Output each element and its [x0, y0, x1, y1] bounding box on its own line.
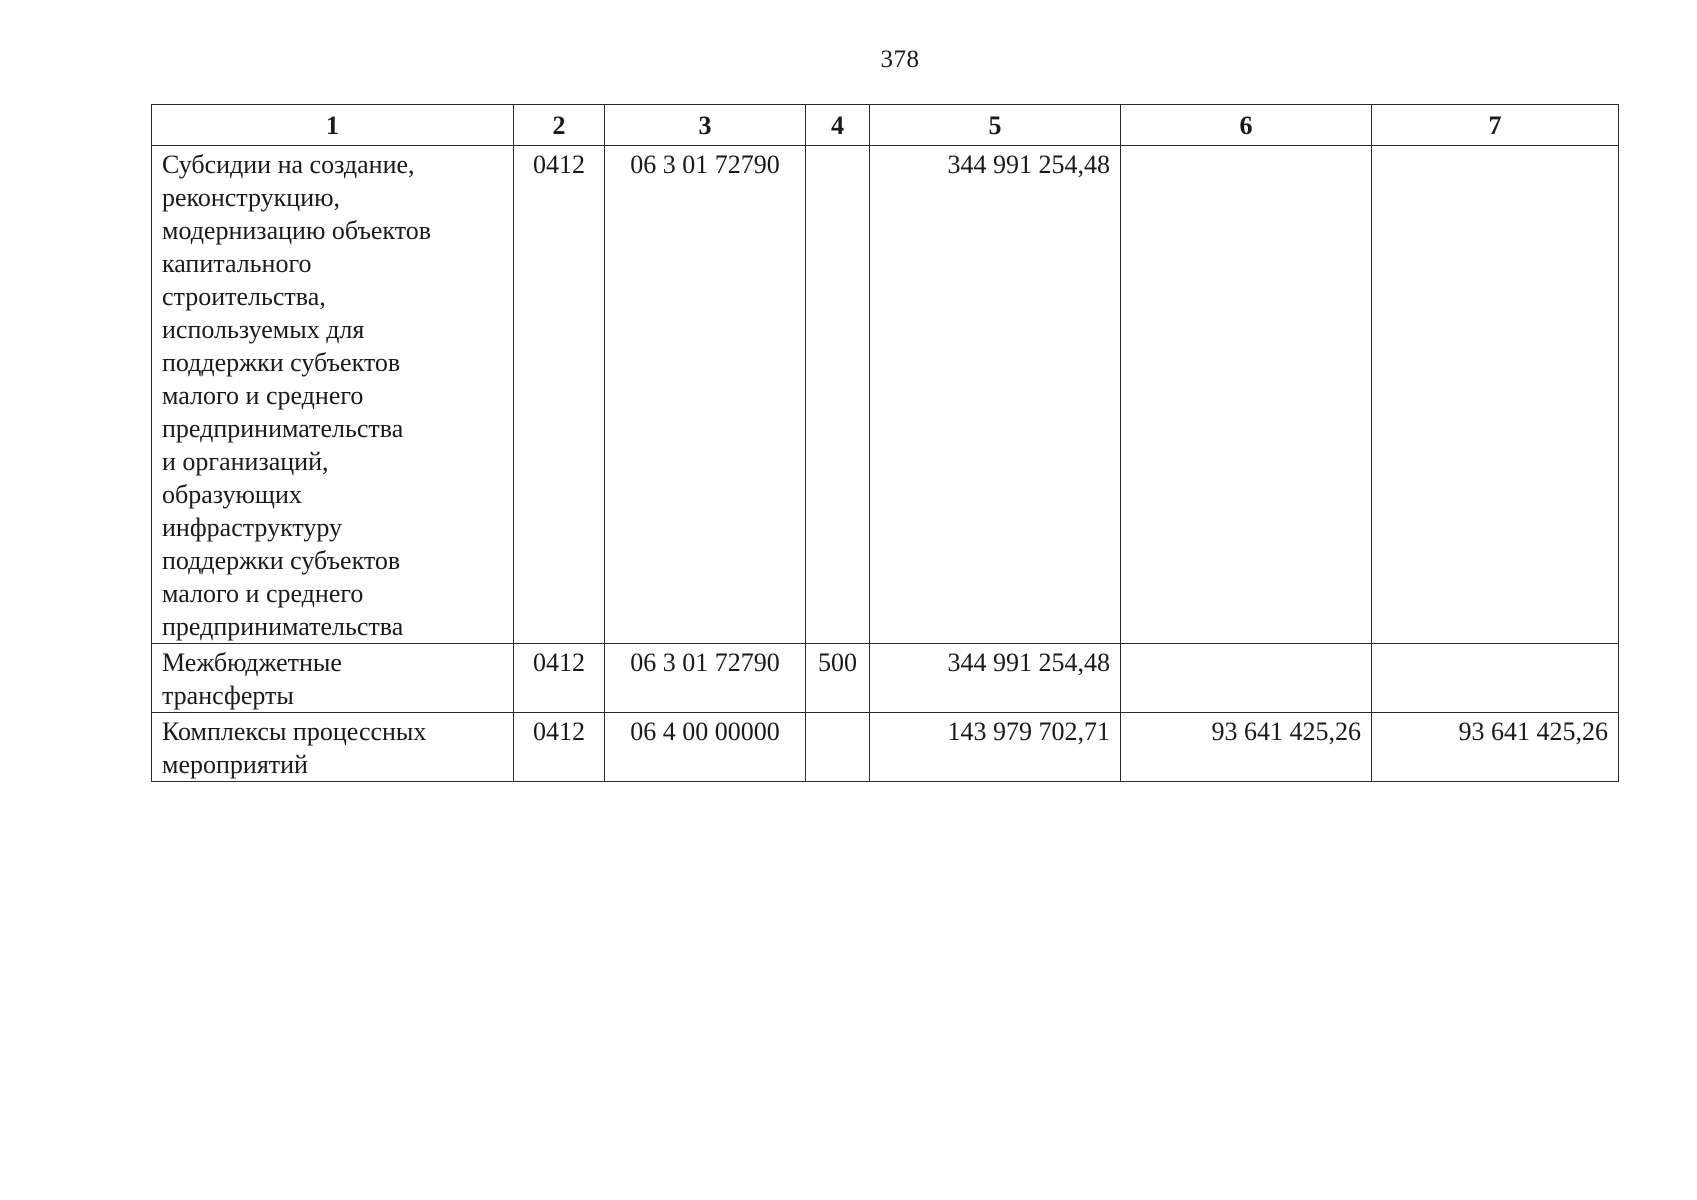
row-name-cell	[152, 713, 514, 782]
column-header: 2	[514, 105, 605, 146]
name-line: трансферты	[162, 681, 294, 710]
column-header: 5	[870, 105, 1121, 146]
name-line: инфраструктуру	[162, 513, 343, 542]
code-cell: 06 4 00 00000	[605, 713, 806, 782]
name-line: используемых для	[162, 315, 365, 344]
column-header: 6	[1121, 105, 1372, 146]
name-line: и организаций,	[162, 447, 329, 476]
column-header: 4	[806, 105, 870, 146]
budget-table	[151, 104, 1619, 782]
type-cell	[806, 146, 870, 644]
name-line: поддержки субъектов	[162, 546, 401, 575]
column-header: 7	[1372, 105, 1619, 146]
page-number: 378	[880, 46, 920, 73]
name-line: капитального	[162, 249, 312, 278]
amount-cell	[1372, 644, 1619, 713]
amount-cell: 344 991 254,48	[870, 644, 1121, 713]
table-row	[152, 713, 1619, 782]
code-cell: 06 3 01 72790	[605, 644, 806, 713]
name-line: Межбюджетные	[162, 648, 342, 677]
name-line: малого и среднего	[162, 579, 364, 608]
name-line: Субсидии на создание,	[162, 150, 415, 179]
amount-cell	[1372, 146, 1619, 644]
table-row	[152, 146, 1619, 644]
table-header	[152, 105, 1619, 146]
amount-cell	[1121, 146, 1372, 644]
row-name-cell	[152, 146, 514, 644]
name-line: поддержки субъектов	[162, 348, 401, 377]
amount-cell: 344 991 254,48	[870, 146, 1121, 644]
amount-cell	[1121, 644, 1372, 713]
name-line: реконструкцию,	[162, 183, 341, 212]
section-cell: 0412	[514, 644, 605, 713]
name-line: мероприятий	[162, 750, 308, 779]
name-line: малого и среднего	[162, 381, 364, 410]
column-header: 3	[605, 105, 806, 146]
amount-cell: 93 641 425,26	[1121, 713, 1372, 782]
type-cell: 500	[806, 644, 870, 713]
name-line: модернизацию объектов	[162, 216, 432, 245]
name-line: образующих	[162, 480, 302, 509]
table-row	[152, 644, 1619, 713]
amount-cell: 93 641 425,26	[1372, 713, 1619, 782]
name-line: Комплексы процессных	[162, 717, 427, 746]
name-line: строительства,	[162, 282, 326, 311]
type-cell	[806, 713, 870, 782]
name-line: предпринимательства	[162, 414, 404, 443]
name-line: предпринимательства	[162, 612, 404, 641]
code-cell: 06 3 01 72790	[605, 146, 806, 644]
table-body	[152, 146, 1619, 782]
section-cell: 0412	[514, 713, 605, 782]
header-row	[152, 105, 1619, 146]
section-cell: 0412	[514, 146, 605, 644]
column-header: 1	[152, 105, 514, 146]
row-name-cell	[152, 644, 514, 713]
amount-cell: 143 979 702,71	[870, 713, 1121, 782]
